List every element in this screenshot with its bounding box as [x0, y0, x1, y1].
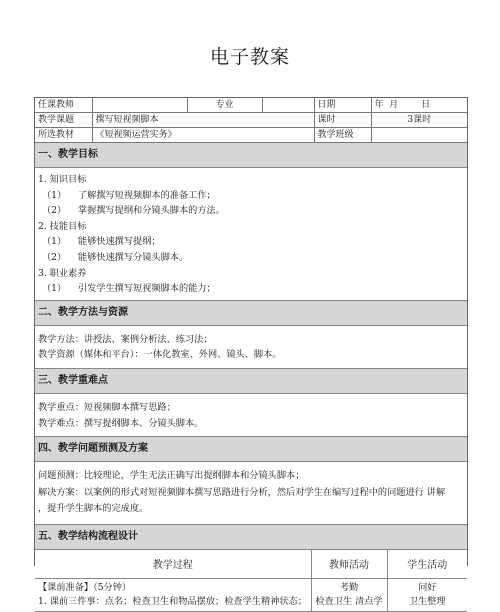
goal-line: 3. 职业素养	[38, 267, 87, 279]
problem-line: 解决方案：以案例的形式对短视频脚本撰写思路进行分析，然后对学生在编写过程中的问题进行 讲解	[38, 486, 446, 498]
goal-line: （2） 能够快速撰写分镜头脚本。	[42, 251, 189, 263]
process-line: 1. 课前三件事：点名；检查卫生和物品摆放；检查学生精神状态；	[38, 595, 307, 607]
flow-col-student: 学生活动	[387, 550, 467, 579]
section-heading-problems: 四、教学问题预测及方案	[35, 436, 467, 462]
section-body-key-points	[35, 394, 467, 436]
problem-line: 问题预测：比较理论，学生无法正确写出提纲脚本和分镜头脚本；	[38, 470, 305, 482]
teacher-activity-line: 考勤	[339, 581, 359, 593]
section-heading-key-points: 三、教学重难点	[35, 368, 467, 394]
section-heading-flow: 五、教学结构流程设计	[35, 524, 467, 550]
course-info-table	[35, 98, 467, 143]
textbook-value: 《短视频运营实务》	[92, 128, 314, 143]
problem-line: ，提升学生脚本的完成度。	[38, 503, 149, 515]
goal-line: （1） 能够快速撰写提纲；	[42, 236, 161, 248]
flow-teacher-cell	[311, 578, 387, 611]
flow-process-cell	[35, 578, 311, 611]
goal-line: （1） 引发学生撰写短视频脚本的能力；	[42, 283, 216, 295]
info-row-topic	[35, 113, 467, 128]
info-row-teacher	[35, 98, 467, 113]
goal-line: （2） 掌握撰写提纲和分镜头脚本的方法。	[42, 205, 225, 217]
class-value	[371, 128, 467, 143]
hours-value: 3课时	[371, 113, 467, 128]
section-heading-methods: 二、教学方法与资源	[35, 300, 467, 326]
methods-line: 教学资源（媒体和平台）：一体化教室、外网、镜头、脚本。	[38, 349, 282, 361]
flow-col-teacher: 教师活动	[311, 550, 387, 579]
teacher-value	[92, 98, 187, 113]
date-value: 年 月 日	[371, 98, 467, 113]
student-activity-line: 问好	[418, 581, 437, 593]
process-line: 【课前准备】（5分钟）	[38, 581, 132, 593]
topic-label: 教学课题	[35, 113, 92, 128]
major-label: 专业	[187, 98, 262, 113]
key-point-line: 教学重点：短视频脚本撰写思路；	[38, 401, 176, 413]
section-heading-goals: 一、教学目标	[35, 143, 467, 168]
section-body-methods	[35, 326, 467, 368]
flow-table	[35, 550, 467, 612]
section-body-goals	[35, 168, 467, 300]
section-body-problems	[35, 462, 467, 524]
methods-line: 教学方法：讲授法、案例分析法、练习法；	[38, 333, 213, 345]
topic-value: 撰写短视频脚本	[92, 113, 314, 128]
student-activity-line: 卫生整理	[408, 595, 446, 607]
flow-col-process: 教学过程	[35, 550, 311, 579]
goal-line: 1. 知识目标	[38, 174, 87, 185]
teacher-label: 任课教师	[35, 98, 92, 113]
flow-row	[35, 578, 467, 611]
key-point-line: 教学难点：撰写提纲脚本、分镜头脚本。	[38, 417, 204, 429]
flow-student-cell	[387, 578, 467, 611]
date-label: 日期	[314, 98, 371, 113]
teacher-activity-line: 检查卫生 清点学	[315, 595, 383, 607]
textbook-label: 所选教材	[35, 128, 92, 143]
goal-line: （1） 了解撰写短视频脚本的准备工作；	[42, 189, 216, 201]
class-label: 教学班级	[314, 128, 371, 143]
lesson-plan-table	[34, 97, 468, 607]
hours-label: 课时	[314, 113, 371, 128]
page-title: 电子教案	[209, 46, 290, 68]
goal-line: 2. 技能目标	[38, 220, 87, 232]
info-row-textbook	[35, 128, 467, 143]
major-value	[262, 98, 314, 113]
flow-header-row	[35, 550, 467, 579]
